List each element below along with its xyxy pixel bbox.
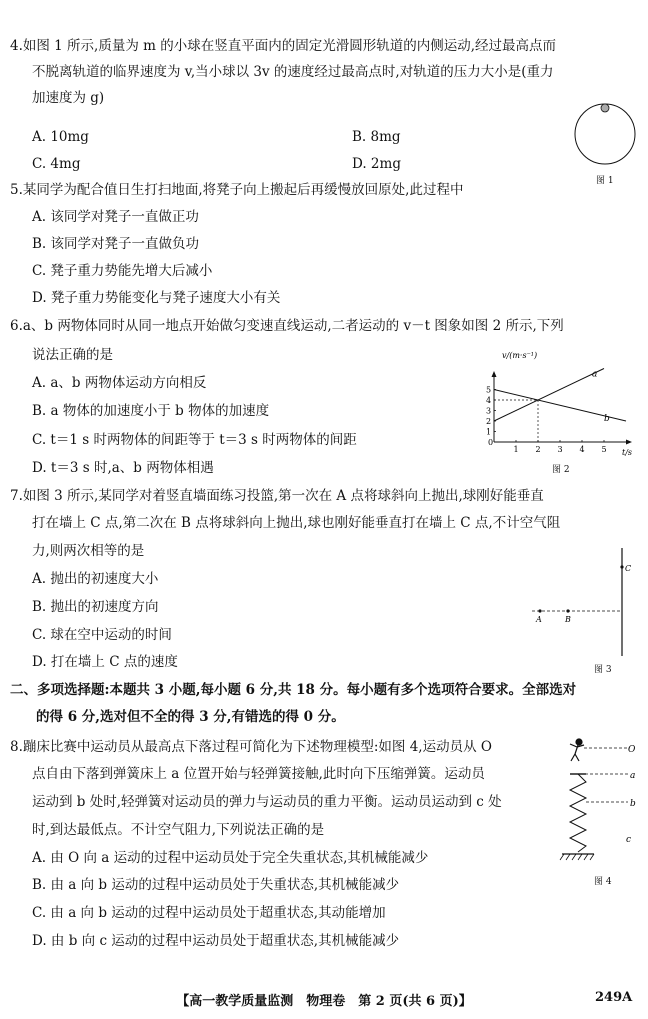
point-b-label: B bbox=[565, 615, 571, 624]
series-a-line bbox=[494, 369, 604, 422]
q7-line2: 打在墙上 C 点,第二次在 B 点将球斜向上抛出,球也刚好能垂直打在墙上 C 点,不计空气阻 bbox=[32, 515, 561, 531]
q7-line3: 力,则两次相等的是 bbox=[32, 543, 145, 559]
q8-option-a: A. 由 O 向 a 运动的过程中运动员处于完全失重状态,其机械能减少 bbox=[32, 850, 429, 866]
q8-line3: 运动到 b 处时,轻弹簧对运动员的弹力与运动员的重力平衡。运动员运动到 c 处 bbox=[32, 794, 502, 810]
athlete-icon bbox=[570, 739, 584, 761]
figure-4-trampoline-diagram bbox=[556, 734, 640, 874]
point-c-label: c bbox=[626, 835, 632, 845]
x-tick-label: 1 bbox=[513, 445, 519, 454]
q8-option-d: D. 由 b 向 c 运动的过程中运动员处于超重状态,其机械能减少 bbox=[32, 933, 400, 949]
q7-option-b: B. 抛出的初速度方向 bbox=[32, 599, 159, 615]
page-footer: 【高一教学质量监测 物理卷 第 2 页(共 6 页)】 bbox=[176, 994, 472, 1009]
figure-3-wall-diagram bbox=[528, 540, 638, 660]
section-2-heading-line1: 二、多项选择题:本题共 3 小题,每小题 6 分,共 18 分。每小题有多个选项符合要求。全部选对 bbox=[10, 682, 577, 698]
q5-option-d: D. 凳子重力势能变化与凳子速度大小有关 bbox=[32, 290, 281, 306]
q5-line1: 5.某同学为配合值日生打扫地面,将凳子向上搬起后再缓慢放回原处,此过程中 bbox=[10, 182, 464, 198]
q4-option-c: C. 4mg bbox=[32, 156, 81, 172]
point-b-dot bbox=[566, 609, 569, 612]
series-a-label: a bbox=[592, 369, 598, 380]
section-2-heading-line2: 的得 6 分,选对但不全的得 3 分,有错选的得 0 分。 bbox=[36, 709, 345, 725]
q8-line4: 时,到达最低点。不计空气阻力,下列说法正确的是 bbox=[32, 822, 325, 838]
q4-option-d: D. 2mg bbox=[352, 156, 401, 172]
chart-y-axis-label: v/(m·s⁻¹) bbox=[502, 351, 538, 360]
figure-1-label: 图 1 bbox=[596, 176, 614, 186]
q5-option-b: B. 该同学对凳子一直做负功 bbox=[32, 236, 200, 252]
q6-line1: 6.a、b 两物体同时从同一地点开始做匀变速直线运动,二者运动的 v－t 图象如图 2 所示,下列 bbox=[10, 318, 564, 334]
figure-2-vt-chart bbox=[476, 344, 642, 460]
q6-option-c: C. t＝1 s 时两物体的间距等于 t＝3 s 时两物体的间距 bbox=[32, 432, 357, 448]
q4-line2: 不脱离轨道的临界速度为 v,当小球以 3v 的速度经过最高点时,对轨道的压力大小是(重力 bbox=[32, 64, 554, 80]
y-tick-label: 5 bbox=[486, 385, 492, 395]
y-tick-label: 2 bbox=[486, 417, 492, 426]
figure-3-label: 图 3 bbox=[594, 665, 612, 675]
q4-line1: 4.如图 1 所示,质量为 m 的小球在竖直平面内的固定光滑圆形轨道的内侧运动,经过最高点而 bbox=[10, 38, 557, 54]
x-tick-label: 5 bbox=[601, 445, 607, 454]
point-a-dot bbox=[538, 609, 541, 612]
figure-2-label: 图 2 bbox=[552, 465, 570, 475]
q4-option-a: A. 10mg bbox=[32, 129, 89, 145]
q7-option-d: D. 打在墙上 C 点的速度 bbox=[32, 654, 178, 670]
chart-x-axis-label: t/s bbox=[622, 448, 633, 457]
ball-icon bbox=[601, 104, 609, 112]
y-axis-arrow bbox=[492, 371, 497, 377]
y-tick-label: 3 bbox=[486, 406, 492, 416]
point-c-dot bbox=[620, 565, 623, 568]
figure-4-label: 图 4 bbox=[594, 877, 612, 887]
y-tick-label: 4 bbox=[486, 396, 492, 405]
q6-option-a: A. a、b 两物体运动方向相反 bbox=[32, 375, 207, 391]
q7-line1: 7.如图 3 所示,某同学对着竖直墙面练习投篮,第一次在 A 点将球斜向上抛出,球刚好能垂直 bbox=[10, 488, 544, 504]
q7-option-a: A. 抛出的初速度大小 bbox=[32, 571, 159, 587]
x-tick-label: 3 bbox=[557, 445, 563, 454]
point-a-label: a bbox=[630, 771, 636, 781]
x-tick-label: 2 bbox=[535, 445, 541, 454]
q8-option-c: C. 由 a 向 b 运动的过程中运动员处于超重状态,其动能增加 bbox=[32, 905, 386, 921]
q4-option-b: B. 8mg bbox=[352, 129, 401, 145]
q8-option-b: B. 由 a 向 b 运动的过程中运动员处于失重状态,其机械能减少 bbox=[32, 877, 400, 893]
q4-line3: 加速度为 g) bbox=[32, 90, 105, 106]
q5-option-c: C. 凳子重力势能先增大后减小 bbox=[32, 263, 213, 279]
point-a-label: A bbox=[536, 615, 542, 624]
q5-option-a: A. 该同学对凳子一直做正功 bbox=[32, 209, 199, 225]
chart-origin-label: 0 bbox=[488, 438, 494, 447]
series-b-label: b bbox=[604, 414, 610, 424]
figure-1-circle-track bbox=[570, 98, 640, 170]
point-b-label: b bbox=[630, 799, 636, 809]
x-axis-arrow bbox=[626, 440, 632, 445]
point-c-label: C bbox=[625, 564, 632, 573]
y-tick-label: 1 bbox=[486, 427, 492, 437]
q6-option-d: D. t＝3 s 时,a、b 两物体相遇 bbox=[32, 460, 214, 476]
x-tick-label: 4 bbox=[579, 445, 585, 454]
q8-line2: 点自由下落到弹簧床上 a 位置开始与轻弹簧接触,此时向下压缩弹簧。运动员 bbox=[32, 766, 485, 782]
q6-line2: 说法正确的是 bbox=[32, 347, 113, 363]
ground-hatch bbox=[560, 854, 594, 860]
q6-option-b: B. a 物体的加速度小于 b 物体的加速度 bbox=[32, 403, 270, 419]
q8-line1: 8.蹦床比赛中运动员从最高点下落过程可简化为下述物理模型:如图 4,运动员从 O bbox=[10, 739, 492, 755]
spring-coil bbox=[570, 774, 586, 852]
point-o-label: O bbox=[628, 745, 636, 755]
exam-code: 249A bbox=[595, 990, 633, 1005]
q7-option-c: C. 球在空中运动的时间 bbox=[32, 627, 172, 643]
